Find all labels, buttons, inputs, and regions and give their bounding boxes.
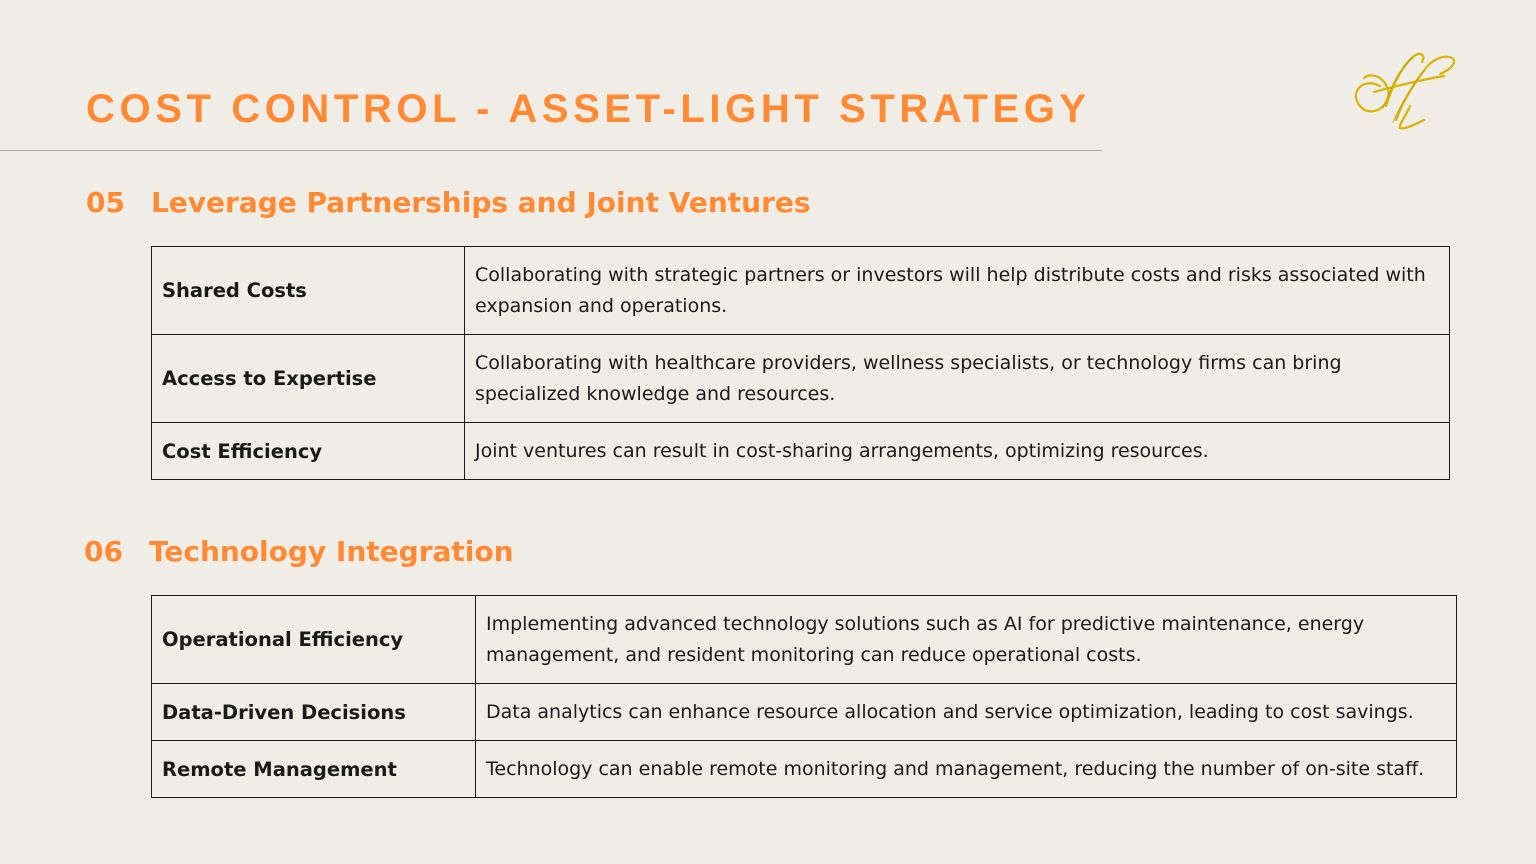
row-label: Shared Costs <box>152 247 465 335</box>
table-row <box>152 247 1450 335</box>
table-row <box>152 335 1450 423</box>
row-label: Operational Efficiency <box>152 596 476 684</box>
technology-table <box>151 595 1457 798</box>
row-description: Implementing advanced technology solutions such as AI for predictive maintenance, energy management, and resident monitoring can reduce operational costs. <box>476 596 1457 684</box>
table-row <box>152 741 1457 798</box>
monogram-hl-logo <box>1340 46 1464 132</box>
table-row <box>152 423 1450 480</box>
section-header-technology <box>84 535 514 568</box>
partnerships-table <box>151 246 1450 480</box>
section-title: Technology Integration <box>148 535 514 568</box>
row-description: Technology can enable remote monitoring and management, reducing the number of on-site staff. <box>476 741 1457 798</box>
section-number: 06 <box>84 535 123 568</box>
page-title: COST CONTROL - ASSET-LIGHT STRATEGY <box>86 87 1091 131</box>
row-label: Data-Driven Decisions <box>152 684 476 741</box>
title-divider <box>0 150 1102 151</box>
table-row <box>152 596 1457 684</box>
row-description: Data analytics can enhance resource allocation and service optimization, leading to cost savings. <box>476 684 1457 741</box>
row-description: Joint ventures can result in cost-sharing arrangements, optimizing resources. <box>465 423 1450 480</box>
row-label: Remote Management <box>152 741 476 798</box>
section-title: Leverage Partnerships and Joint Ventures <box>150 186 811 219</box>
row-description: Collaborating with healthcare providers, wellness specialists, or technology firms can bring specialized knowledge and resources. <box>465 335 1450 423</box>
table-row <box>152 684 1457 741</box>
row-label: Cost Efficiency <box>152 423 465 480</box>
row-label: Access to Expertise <box>152 335 465 423</box>
row-description: Collaborating with strategic partners or investors will help distribute costs and risks associated with expansion and operations. <box>465 247 1450 335</box>
section-number: 05 <box>86 186 125 219</box>
section-header-partnerships <box>86 186 811 219</box>
